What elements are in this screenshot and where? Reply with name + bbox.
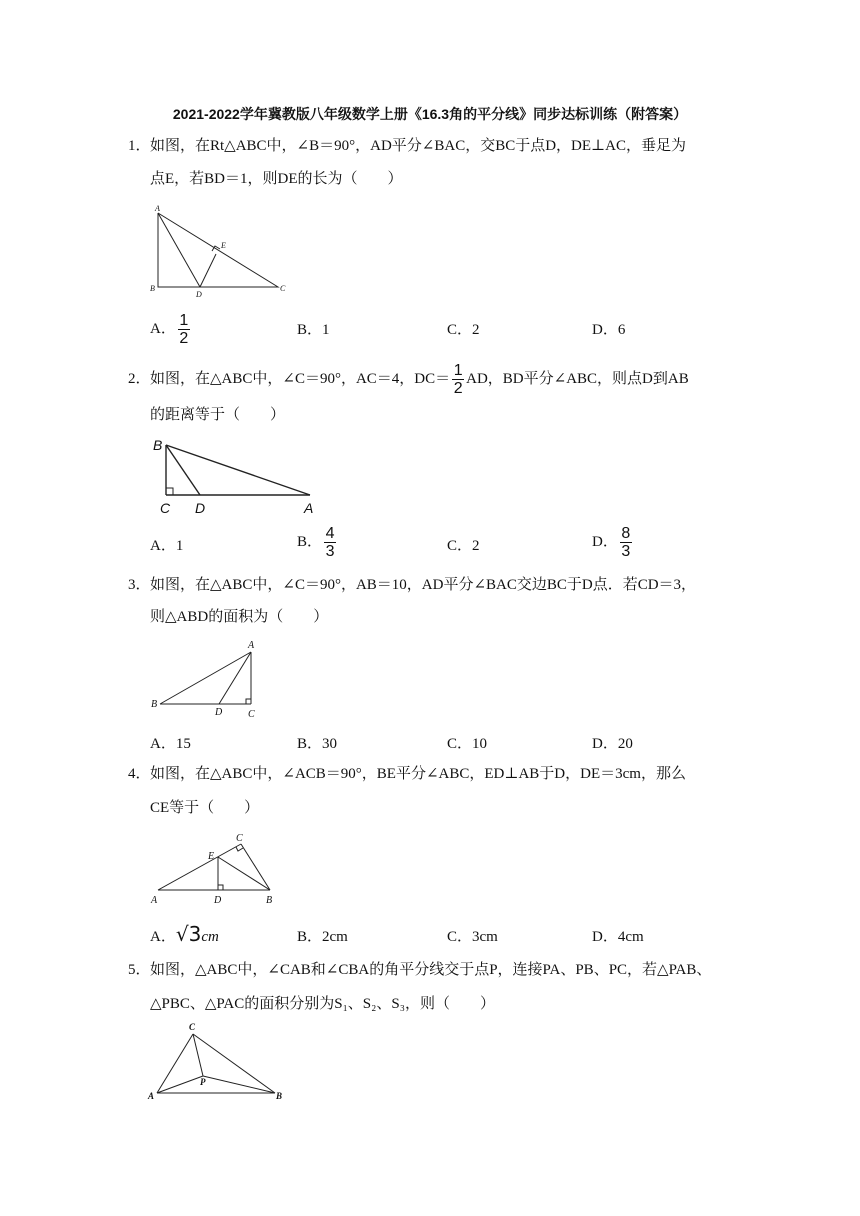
q2-number: 2． [128, 370, 151, 387]
q1-option-b[interactable]: B．1 [297, 322, 330, 338]
q5-line1 [128, 960, 711, 980]
q5-label-a: A [148, 1091, 155, 1101]
q2-stem-2: 的距离等于（ ） [150, 407, 286, 423]
q2-stem-fraction [452, 362, 464, 397]
q1-option-c[interactable]: C．2 [447, 322, 480, 338]
q1-line1 [128, 136, 686, 156]
frac-numerator: 1 [453, 362, 463, 379]
q1-option-a[interactable] [150, 312, 192, 347]
q1-option-d[interactable]: D．6 [592, 322, 626, 338]
q4-stem-1: 如图，在△ABC中，∠ACB＝90°，BE平分∠ABC，ED⊥AB于D，DE＝3cm，那么 [150, 766, 686, 782]
q2-stem-1b: AD，BD平分∠ABC，则点D到AB [466, 370, 689, 387]
q4-label-d: D [214, 895, 222, 906]
q4-option-d[interactable]: D．4cm [592, 929, 644, 945]
q3-number: 3． [128, 577, 151, 593]
q3-label-d: D [215, 707, 223, 718]
q1-option-a-fraction [178, 312, 190, 347]
q1-figure [148, 203, 290, 298]
q1-number: 1． [128, 138, 151, 154]
q2-option-b-fraction [324, 525, 336, 560]
q4-label-a: A [151, 895, 158, 906]
q3-line1 [128, 575, 696, 595]
q4-label-b: B [266, 895, 273, 906]
q3-label-b: B [151, 699, 158, 710]
q4-option-a-unit: cm [201, 929, 219, 945]
q1-label-a: A [155, 204, 160, 213]
frac-denominator: 3 [325, 543, 335, 560]
q3-option-a[interactable]: A．15 [150, 736, 191, 752]
q2-option-d[interactable] [592, 525, 634, 560]
q4-number: 4． [128, 766, 151, 782]
q1-label-d: D [196, 290, 202, 298]
frac-denominator: 3 [621, 543, 631, 560]
q4-option-a-sqrt: √3 [175, 922, 202, 946]
q3-label-c: C [248, 709, 255, 720]
q2-option-d-fraction [620, 525, 632, 560]
q4-option-a-label: A． [150, 929, 176, 945]
q1-stem-2: 点E，若BD＝1，则DE的长为（ ） [150, 171, 403, 187]
q1-label-e: E [221, 241, 226, 250]
q2-label-b: B [153, 437, 163, 453]
q4-line1 [128, 764, 686, 784]
q4-option-a[interactable] [150, 922, 219, 946]
q1-label-b: B [150, 284, 155, 293]
frac-numerator: 1 [179, 312, 189, 329]
q5-label-c: C [189, 1022, 196, 1032]
q2-figure [150, 433, 330, 517]
q5-number: 5． [128, 962, 151, 978]
q2-option-b-label: B． [297, 533, 323, 550]
q3-option-d[interactable]: D．20 [592, 736, 633, 752]
q3-option-b[interactable]: B．30 [297, 736, 338, 752]
q4-figure [148, 832, 283, 907]
q2-label-d: D [195, 500, 206, 516]
q2-label-a: A [304, 500, 314, 516]
page-title: 2021-2022学年冀教版八年级数学上册《16.3角的平分线》同步达标训练（附答案） [172, 106, 688, 122]
q4-option-b[interactable]: B．2cm [297, 929, 348, 945]
q5-figure [145, 1020, 290, 1104]
q4-label-e: E [208, 851, 215, 862]
q2-option-d-label: D． [592, 533, 618, 550]
q4-label-c: C [236, 833, 243, 844]
frac-denominator: 2 [179, 330, 189, 347]
q3-stem-1: 如图，在△ABC中，∠C＝90°，AB＝10，AD平分∠BAC交边BC于D点．若CD＝3， [150, 577, 697, 593]
q2-label-c: C [160, 500, 171, 516]
frac-denominator: 2 [453, 380, 463, 397]
q5-stem-2: △PBC、△PAC的面积分别为S₁、S₂、S₃，则（ ） [150, 996, 495, 1012]
frac-numerator: 4 [325, 525, 335, 542]
q3-figure [148, 638, 268, 720]
q5-label-b: B [276, 1091, 283, 1101]
q1-label-c: C [280, 284, 286, 293]
q2-option-c[interactable]: C．2 [447, 538, 480, 554]
q2-option-a[interactable]: A．1 [150, 538, 184, 554]
q4-stem-2: CE等于（ ） [150, 800, 260, 816]
q3-label-a: A [248, 640, 255, 651]
q2-stem-1a: 如图，在△ABC中，∠C＝90°，AC＝4，DC＝ [150, 370, 451, 387]
q1-stem-1: 如图，在Rt△ABC中，∠B＝90°，AD平分∠BAC，交BC于点D，DE⊥AC，垂足为 [150, 138, 686, 154]
q2-line1 [128, 362, 689, 397]
q4-option-c[interactable]: C．3cm [447, 929, 498, 945]
q2-option-b[interactable] [297, 525, 338, 560]
frac-numerator: 8 [621, 525, 631, 542]
q1-option-a-label: A． [150, 320, 176, 337]
q5-label-p: P [200, 1077, 206, 1087]
q5-stem-1: 如图，△ABC中，∠CAB和∠CBA的角平分线交于点P，连接PA、PB、PC，若△PAB、 [150, 962, 712, 978]
q3-option-c[interactable]: C．10 [447, 736, 488, 752]
q3-stem-2: 则△ABD的面积为（ ） [150, 609, 329, 625]
